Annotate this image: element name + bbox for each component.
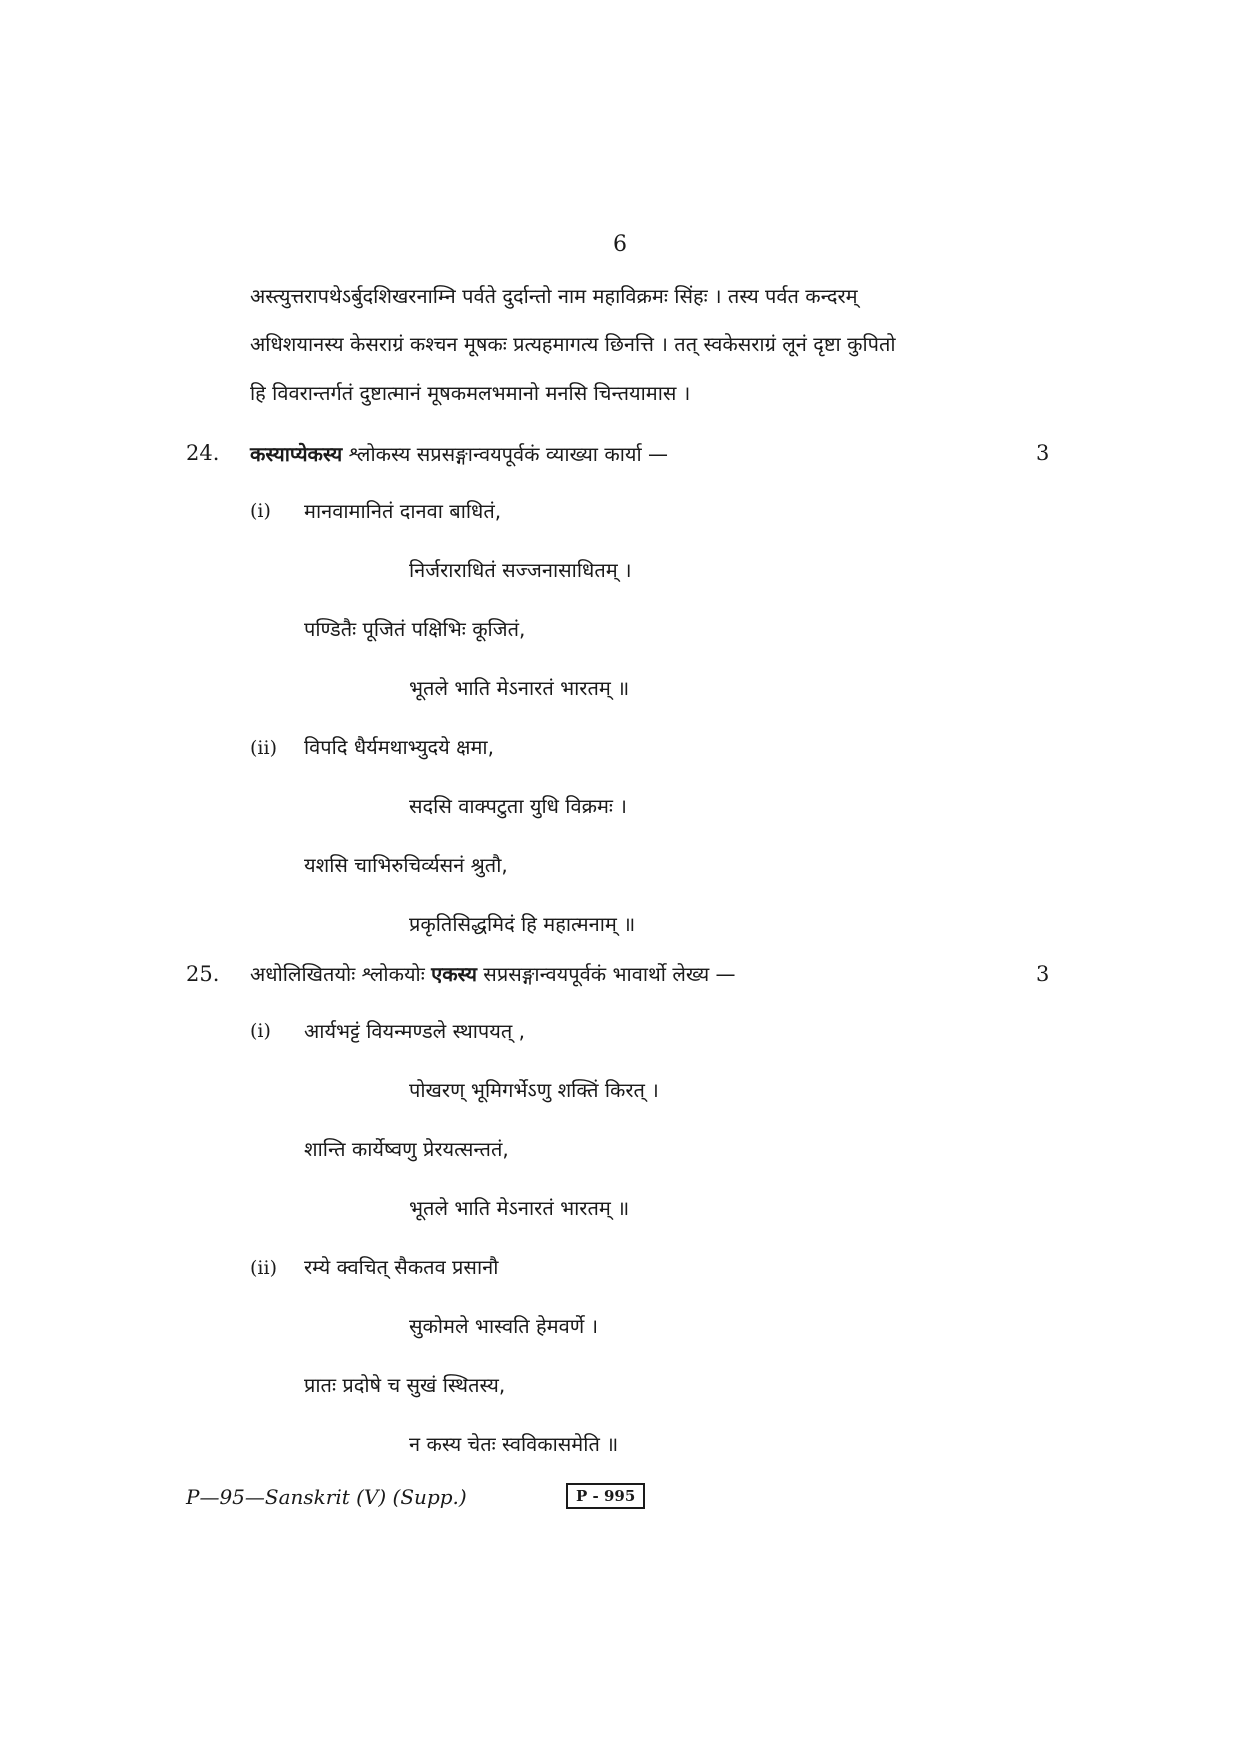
question-instruction: श्लोकस्य सप्रसङ्गान्वयपूर्वकं व्याख्या कार्या — bbox=[342, 442, 669, 466]
question-text bbox=[250, 960, 736, 987]
option-label: (ii) bbox=[250, 1257, 277, 1279]
page-number: 6 bbox=[613, 232, 627, 257]
question-prefix: अधोलिखितयोः श्लोकयोः bbox=[250, 962, 432, 986]
question-number: 24. bbox=[186, 441, 220, 465]
verse-line: निर्जराराधितं सज्जनासाधितम् । bbox=[409, 558, 632, 582]
question-emphasis: एकस्य bbox=[431, 962, 477, 986]
question-number: 25. bbox=[186, 962, 220, 986]
question-marks: 3 bbox=[1036, 962, 1050, 986]
verse-line: प्रकृतिसिद्धमिदं हि महात्मनाम् ॥ bbox=[409, 912, 636, 936]
passage-line: हि विवरान्तर्गतं दुष्टात्मानं मूषकमलभमानो मनसि चिन्तयामास । bbox=[250, 381, 691, 405]
verse-line: सुकोमले भास्वति हेमवर्णे । bbox=[409, 1314, 599, 1338]
paper-code-box: P - 995 bbox=[566, 1483, 645, 1509]
verse-line: भूतले भाति मेऽनारतं भारतम् ॥ bbox=[409, 1196, 630, 1220]
verse-line: विपदि धैर्यमथाभ्युदये क्षमा, bbox=[304, 735, 494, 759]
verse-line: पण्डितैः पूजितं पक्षिभिः कूजितं, bbox=[304, 617, 526, 641]
verse-line: मानवामानितं दानवा बाधितं, bbox=[304, 499, 502, 523]
passage-line: अस्त्युत्तरापथेऽर्बुदशिखरनाम्नि पर्वते दुर्दान्तो नाम महाविक्रमः सिंहः । तस्य पर्वत कन्दरम् bbox=[250, 284, 858, 308]
verse-line: यशसि चाभिरुचिर्व्यसनं श्रुतौ, bbox=[304, 853, 508, 877]
question-marks: 3 bbox=[1036, 441, 1050, 465]
verse-line: आर्यभट्टं वियन्मण्डले स्थापयत् , bbox=[304, 1019, 525, 1043]
option-label: (ii) bbox=[250, 737, 277, 759]
verse-line: भूतले भाति मेऽनारतं भारतम् ॥ bbox=[409, 676, 630, 700]
verse-line: न कस्य चेतः स्वविकासमेति ॥ bbox=[409, 1432, 619, 1456]
paper-code-footer: P—95—Sanskrit (V) (Supp.) bbox=[186, 1485, 467, 1509]
option-label: (i) bbox=[250, 1020, 271, 1042]
verse-line: शान्ति कार्येष्वणु प्रेरयत्सन्ततं, bbox=[304, 1137, 509, 1161]
question-text bbox=[250, 440, 668, 467]
option-label: (i) bbox=[250, 500, 271, 522]
verse-line: सदसि वाक्पटुता युधि विक्रमः । bbox=[409, 794, 627, 818]
passage-line: अधिशयानस्य केसराग्रं कश्चन मूषकः प्रत्यहमागत्य छिनत्ति । तत् स्वकेसराग्रं लूनं दृष्टा कुपितो bbox=[250, 332, 896, 356]
verse-line: पोखरण् भूमिगर्भेऽणु शक्तिं किरत् । bbox=[409, 1078, 659, 1102]
verse-line: रम्ये क्वचित् सैकतव प्रसानौ bbox=[304, 1255, 499, 1279]
question-instruction: सप्रसङ्गान्वयपूर्वकं भावार्थो लेख्य — bbox=[476, 962, 736, 986]
verse-line: प्रातः प्रदोषे च सुखं स्थितस्य, bbox=[304, 1373, 506, 1397]
question-emphasis: कस्याप्येकस्य bbox=[250, 442, 343, 466]
